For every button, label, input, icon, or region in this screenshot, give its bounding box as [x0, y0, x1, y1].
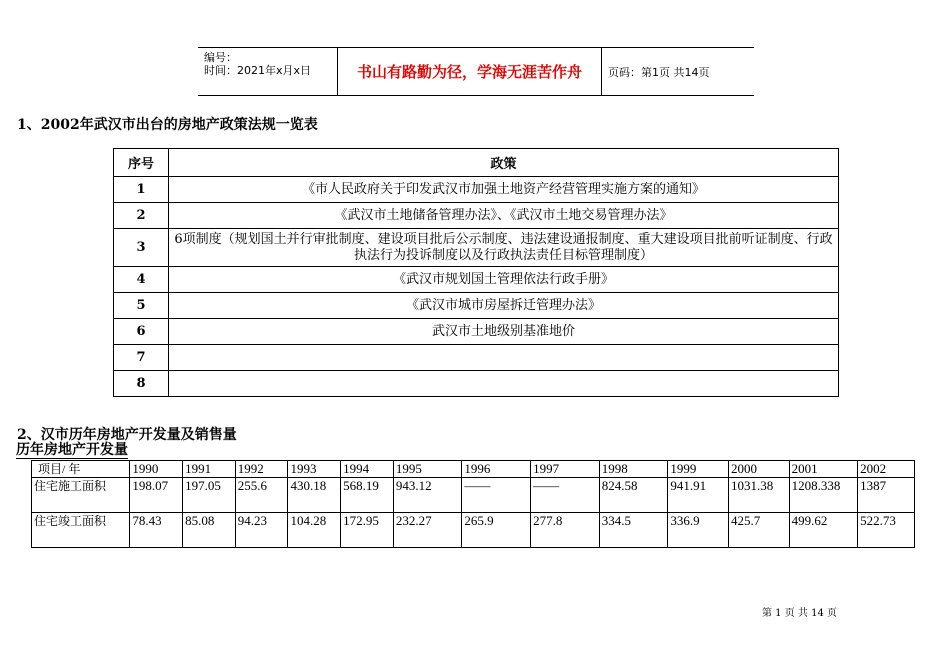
year-cell: 2000 [728, 461, 789, 478]
value-cell: 568.19 [341, 478, 394, 513]
value-cell: 78.43 [130, 513, 183, 548]
year-cell: 2002 [858, 461, 915, 478]
development-table [31, 460, 915, 548]
header-motto: 书山有路勤为径，学海无涯苦作舟 [338, 48, 602, 95]
year-cell: 1992 [235, 461, 288, 478]
year-cell: 1990 [130, 461, 183, 478]
value-cell: 425.7 [728, 513, 789, 548]
row-policy: 《武汉市土地储备管理办法》、《武汉市土地交易管理办法》 [169, 203, 839, 229]
row-num: 6 [114, 319, 169, 345]
value-cell: 104.28 [288, 513, 341, 548]
row-num: 8 [114, 371, 169, 397]
section1-title: 1、2002年武汉市出台的房地产政策法规一览表 [17, 117, 318, 133]
value-cell: 197.05 [183, 478, 236, 513]
table-row [114, 319, 839, 345]
value-cell: 232.27 [393, 513, 462, 548]
value-cell: 94.23 [235, 513, 288, 548]
section2-title: 2、汉市历年房地产开发量及销售量 [17, 427, 237, 443]
row-num: 5 [114, 293, 169, 319]
value-cell: 824.58 [599, 478, 668, 513]
row-num: 3 [114, 229, 169, 267]
table-row [32, 513, 915, 548]
value-cell: 1387 [858, 478, 915, 513]
year-cell: 1994 [341, 461, 394, 478]
value-cell: 172.95 [341, 513, 394, 548]
value-cell: 943.12 [393, 478, 462, 513]
value-cell: 522.73 [858, 513, 915, 548]
row-num: 4 [114, 267, 169, 293]
header-meta [198, 48, 338, 95]
value-cell: —— [531, 478, 600, 513]
year-cell: 1991 [183, 461, 236, 478]
value-cell: 499.62 [789, 513, 858, 548]
corner-label: 项目/ 年 [32, 461, 130, 478]
row-policy: 《武汉市规划国土管理依法行政手册》 [169, 267, 839, 293]
row-num: 7 [114, 345, 169, 371]
row-num: 1 [114, 177, 169, 203]
row-num: 2 [114, 203, 169, 229]
table-row [114, 203, 839, 229]
row-policy: 6项制度（规划国土并行审批制度、建设项目批后公示制度、违法建设通报制度、重大建设项目批前听证制度、行政执法行为投诉制度以及行政执法责任目标管理制度） [169, 229, 839, 267]
document-header [198, 47, 754, 96]
value-cell: 336.9 [668, 513, 729, 548]
table-row [32, 478, 915, 513]
table-row [114, 267, 839, 293]
row-policy: 《市人民政府关于印发武汉市加强土地资产经营管理实施方案的通知》 [169, 177, 839, 203]
value-cell: —— [462, 478, 531, 513]
value-cell: 430.18 [288, 478, 341, 513]
page-footer: 第 1 页 共 14 页 [762, 608, 837, 619]
year-cell: 1997 [531, 461, 600, 478]
value-cell: 1208.338 [789, 478, 858, 513]
table-row [114, 293, 839, 319]
row-policy: 《武汉市城市房屋拆迁管理办法》 [169, 293, 839, 319]
year-cell: 1995 [393, 461, 462, 478]
year-cell: 2001 [789, 461, 858, 478]
table-row [114, 177, 839, 203]
policy-table [113, 148, 839, 397]
year-cell: 1993 [288, 461, 341, 478]
value-cell: 198.07 [130, 478, 183, 513]
year-cell: 1996 [462, 461, 531, 478]
row-policy: 武汉市土地级别基准地价 [169, 319, 839, 345]
table-row [114, 229, 839, 267]
value-cell: 255.6 [235, 478, 288, 513]
header-page-info: 页码：第1页 共14页 [608, 65, 710, 79]
table-row [114, 345, 839, 371]
row-policy [169, 345, 839, 371]
row-label: 住宅竣工面积 [32, 513, 130, 548]
year-cell: 1998 [599, 461, 668, 478]
col-header-policy: 政策 [169, 149, 839, 177]
year-cell: 1999 [668, 461, 729, 478]
section2-subtitle: 历年房地产开发量 [16, 442, 128, 458]
row-policy [169, 371, 839, 397]
table-row [114, 371, 839, 397]
row-label: 住宅施工面积 [32, 478, 130, 513]
value-cell: 277.8 [531, 513, 600, 548]
time-label: 时间：2021年x月x日 [204, 64, 312, 77]
value-cell: 1031.38 [728, 478, 789, 513]
col-header-num: 序号 [114, 149, 169, 177]
value-cell: 334.5 [599, 513, 668, 548]
value-cell: 941.91 [668, 478, 729, 513]
year-header-row [32, 461, 915, 478]
code-label: 编号： [204, 51, 237, 64]
value-cell: 85.08 [183, 513, 236, 548]
value-cell: 265.9 [462, 513, 531, 548]
